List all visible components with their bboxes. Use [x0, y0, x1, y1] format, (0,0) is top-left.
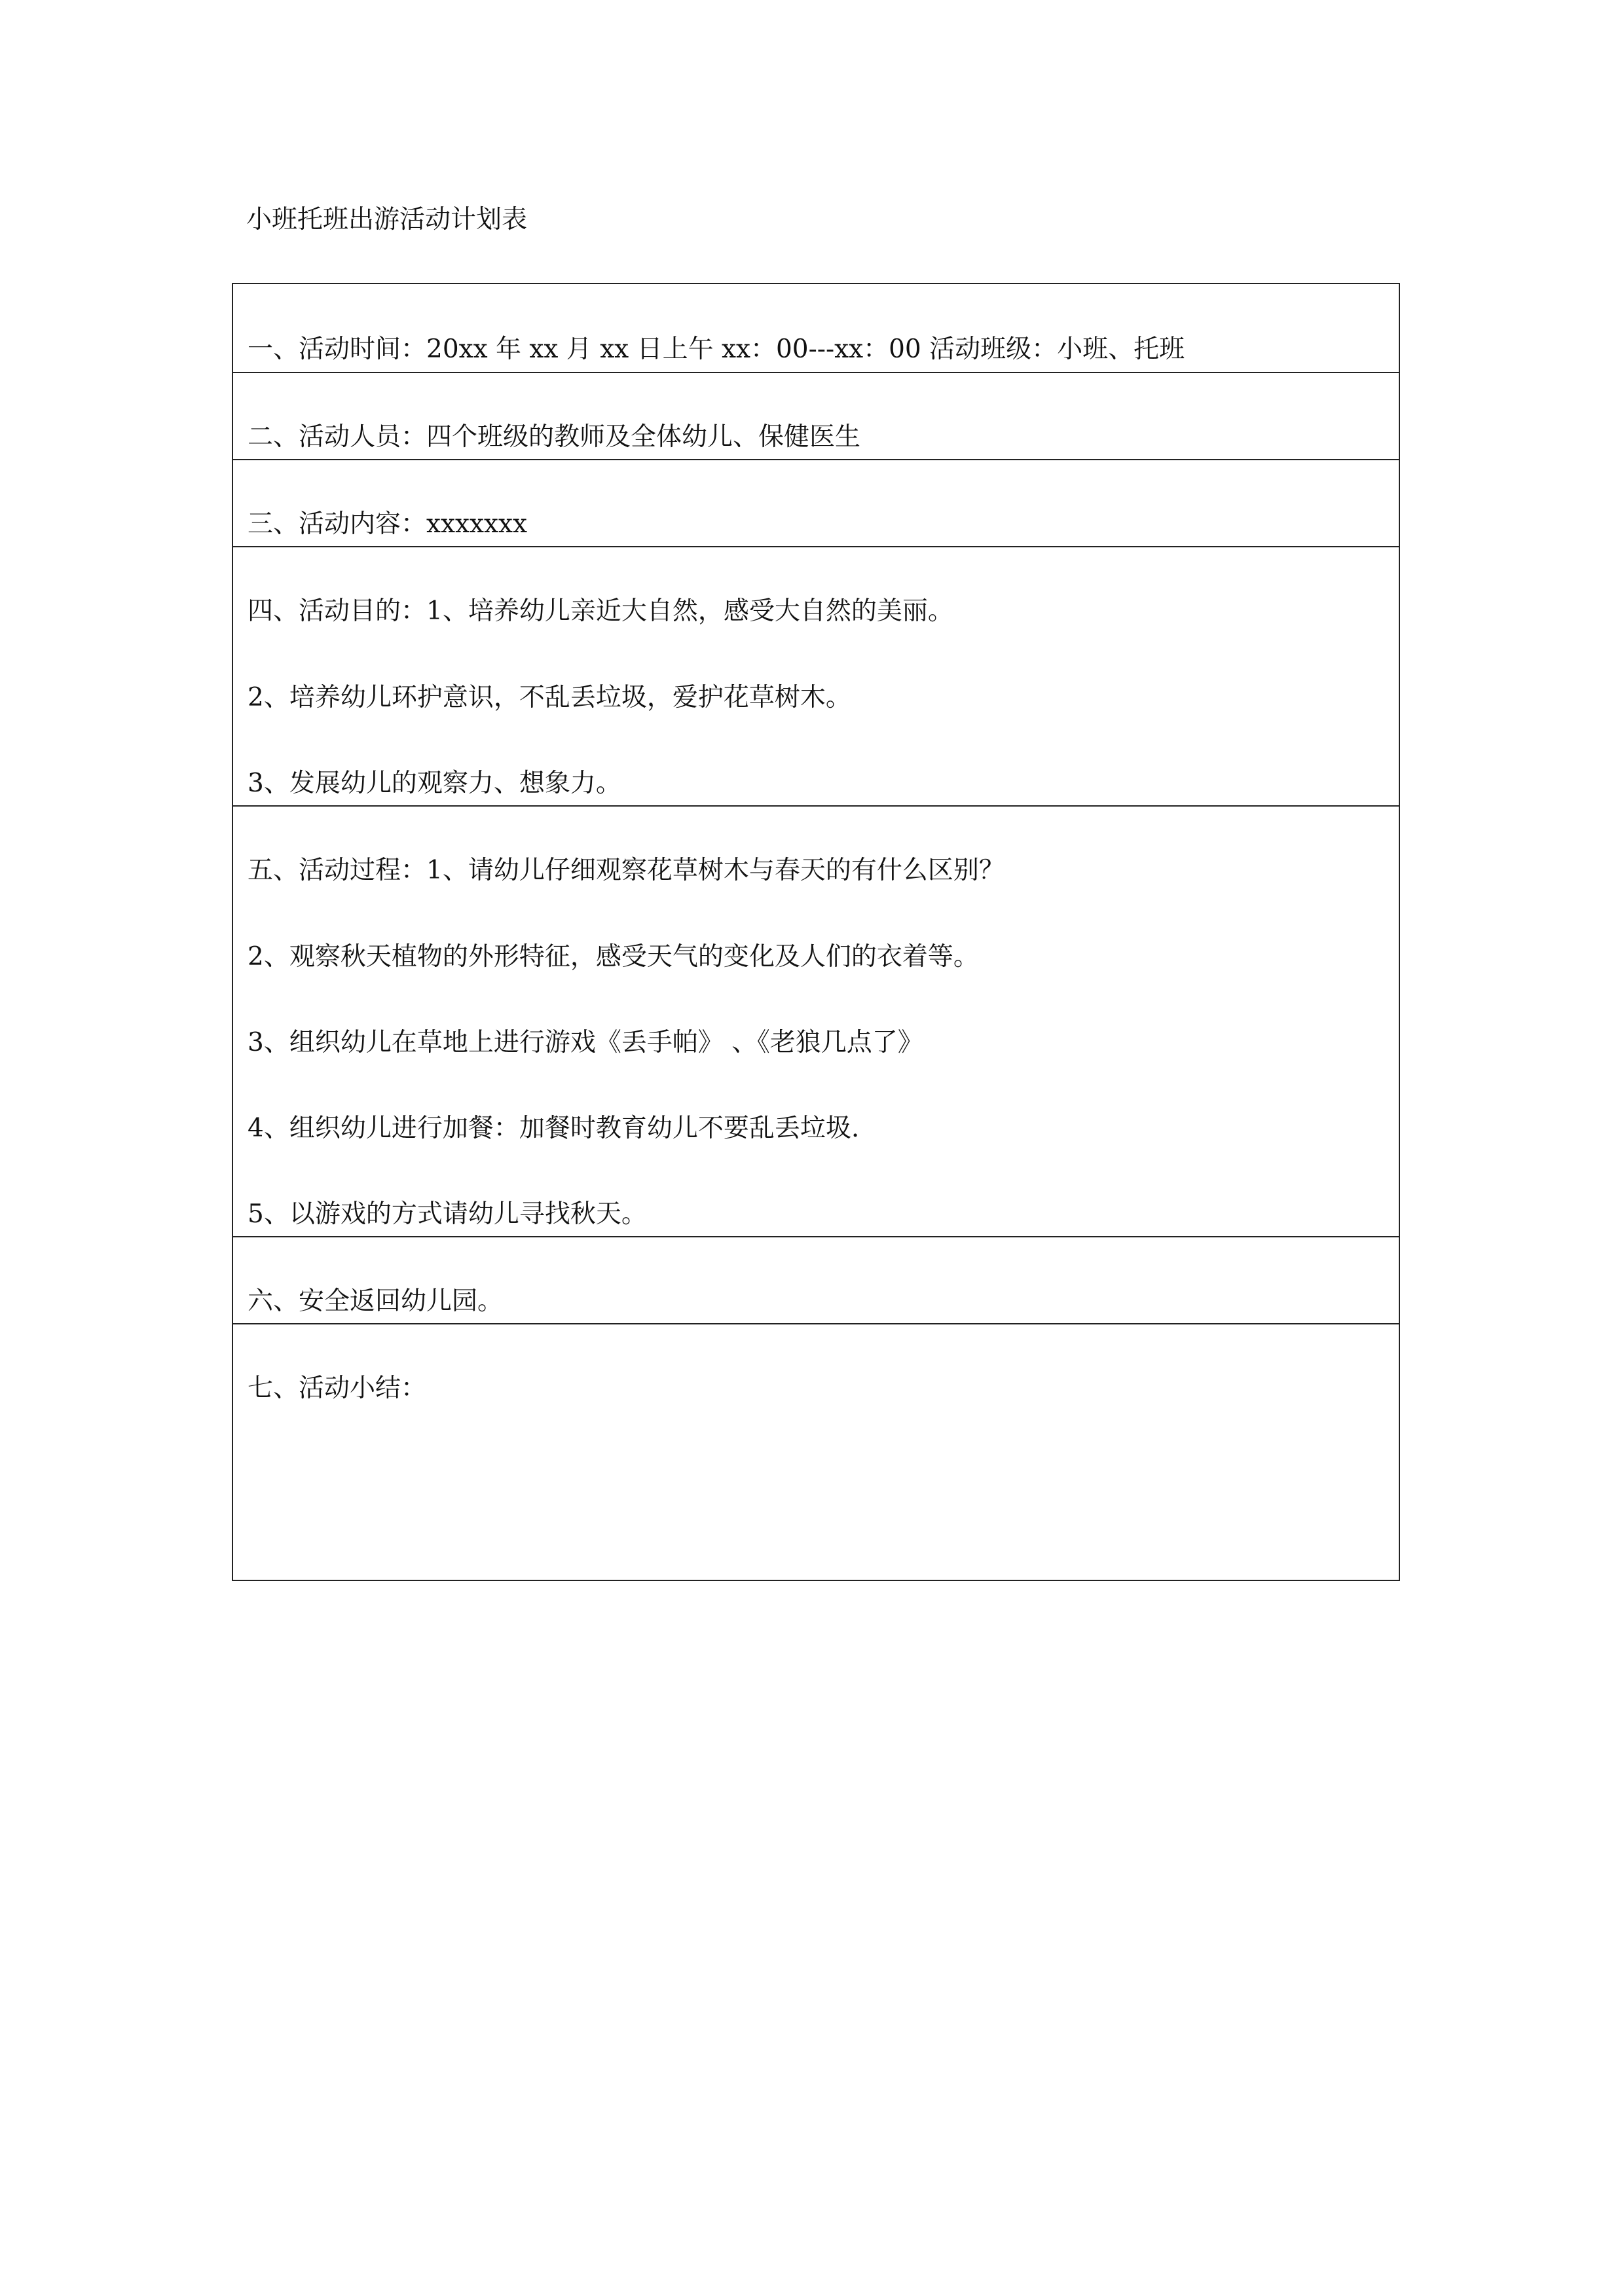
table-row-process	[233, 805, 1399, 1236]
activity-content-text: 三、活动内容：xxxxxxx	[248, 509, 527, 539]
goal-line-1: 四、活动目的：1、培养幼儿亲近大自然，感受大自然的美丽。	[248, 596, 953, 626]
process-line-1: 五、活动过程：1、请幼儿仔细观察花草树木与春天的有什么区别？	[248, 856, 1005, 885]
table-row-return	[233, 1236, 1399, 1323]
table-row-content	[233, 459, 1399, 546]
table-row-personnel	[233, 372, 1399, 459]
goal-line-2: 2、培养幼儿环护意识，不乱丢垃圾，爱护花草树木。	[248, 683, 851, 712]
process-line-2: 2、观察秋天植物的外形特征，感受天气的变化及人们的衣着等。	[248, 942, 979, 972]
process-line-4: 4、组织幼儿进行加餐：加餐时教育幼儿不要乱丢垃圾.	[248, 1114, 860, 1143]
goal-line-3: 3、发展幼儿的观察力、想象力。	[248, 769, 621, 798]
document-title: 小班托班出游活动计划表	[246, 205, 528, 234]
process-line-5: 5、以游戏的方式请幼儿寻找秋天。	[248, 1199, 647, 1229]
table-row-summary	[233, 1323, 1399, 1580]
return-text: 六、安全返回幼儿园。	[248, 1286, 504, 1316]
table-row-time	[233, 284, 1399, 372]
table-row-goals	[233, 546, 1399, 805]
activity-plan-table	[232, 283, 1400, 1581]
process-line-3: 3、组织幼儿在草地上进行游戏《丢手帕》 、《老狼几点了》	[248, 1028, 923, 1057]
summary-label: 七、活动小结：	[248, 1374, 427, 1403]
activity-personnel-text: 二、活动人员：四个班级的教师及全体幼儿、保健医生	[248, 422, 861, 452]
activity-time-text: 一、活动时间：20xx 年 xx 月 xx 日上午 xx：00---xx：00 活动班级：小班、托班	[248, 335, 1185, 364]
